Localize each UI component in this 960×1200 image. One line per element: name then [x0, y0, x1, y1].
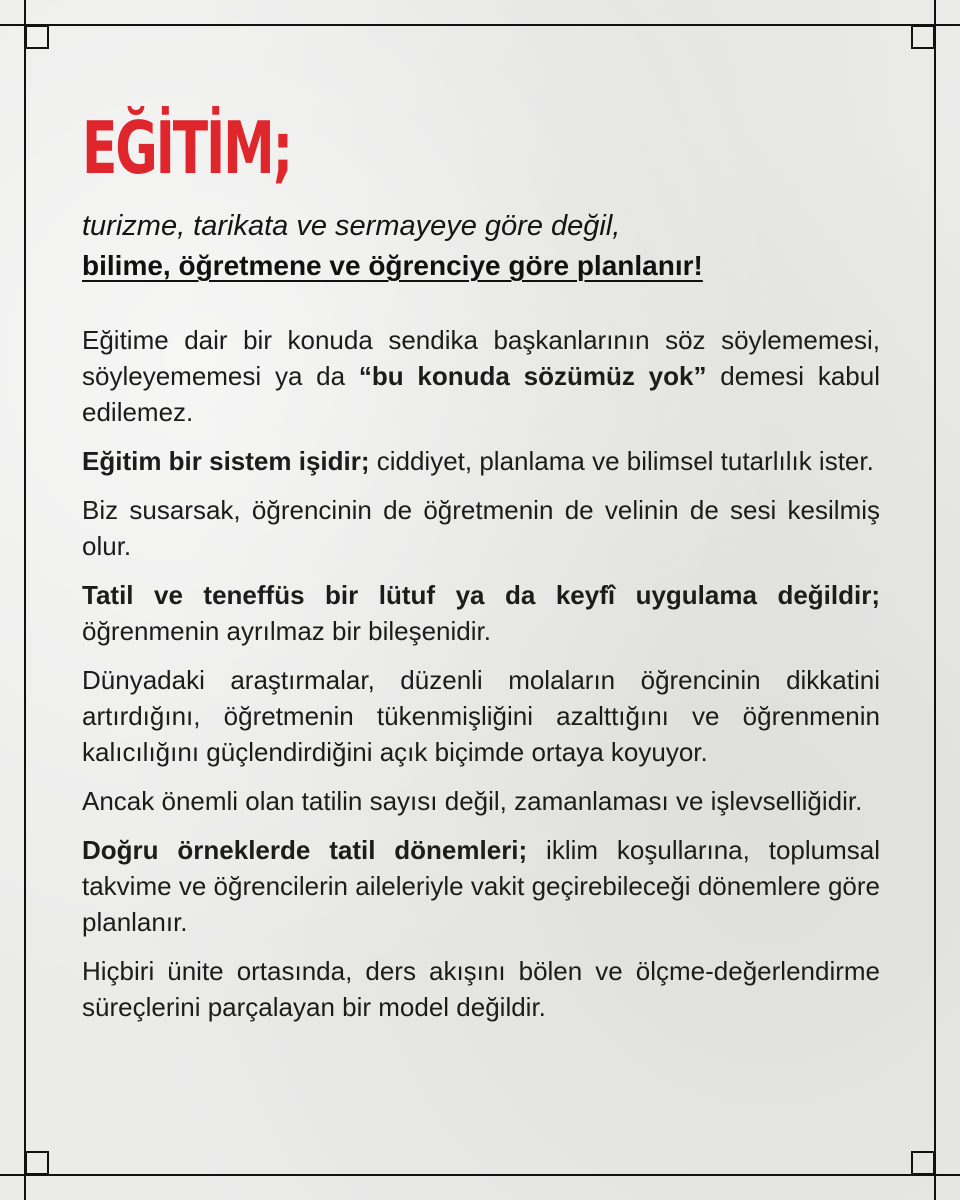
paragraph — [82, 322, 880, 430]
paragraph — [82, 662, 880, 770]
paragraph-bold-text: Eğitim bir sistem işidir; — [82, 446, 370, 476]
content-area — [82, 106, 881, 1038]
page-title: EĞİTİM; — [82, 106, 292, 190]
paragraph-text: Ancak önemli olan tatilin sayısı değil, zamanlaması ve işlevselliğidir. — [82, 786, 863, 816]
paragraph-bold-text: Tatil ve teneffüs bir lütuf ya da keyfî uygulama değildir; — [82, 580, 880, 610]
corner-top-left — [25, 25, 49, 49]
corner-bottom-right — [911, 1151, 935, 1175]
corner-bottom-left — [25, 1151, 49, 1175]
paragraph-bold-text: “bu konuda sözümüz yok” — [358, 361, 707, 391]
paragraph-text: demesi kabul edilemez. — [82, 361, 880, 427]
paragraph — [82, 953, 880, 1025]
paragraph-text: Hiçbiri ünite ortasında, ders akışını bölen ve ölçme-değerlendirme süreçlerini parçalayan bir model değildir. — [82, 956, 880, 1022]
corner-top-right — [911, 25, 935, 49]
frame-left-line — [24, 0, 26, 1200]
frame-bottom-line — [0, 1174, 960, 1176]
paragraph — [82, 783, 880, 819]
subtitle-emphasis: bilime, öğretmene ve öğrenciye göre planlanır! — [82, 250, 703, 281]
body-paragraphs — [82, 322, 880, 1025]
paragraph — [82, 577, 880, 649]
paragraph-text: öğrenmenin ayrılmaz bir bileşenidir. — [82, 616, 491, 646]
paragraph — [82, 443, 880, 479]
frame-top-line — [0, 24, 960, 26]
paragraph-bold-text: Doğru örneklerde tatil dönemleri; — [82, 835, 528, 865]
subtitle: turizme, tarikata ve sermayeye göre değil, — [82, 210, 621, 242]
paragraph-text: iklim koşullarına, toplumsal takvime ve öğrencilerin aileleriyle vakit geçirebileceği dönemlere göre planlanır. — [82, 835, 881, 937]
paragraph-text: ciddiyet, planlama ve bilimsel tutarlılık ister. — [369, 446, 874, 476]
paragraph — [82, 492, 880, 564]
frame-right-line — [934, 0, 936, 1200]
paragraph-text: Biz susarsak, öğrencinin de öğretmenin de velinin de sesi kesilmiş olur. — [82, 495, 880, 561]
paragraph-text: Eğitime dair bir konuda sendika başkanlarının söz söylememesi, söyleyememesi ya da — [82, 325, 880, 391]
paragraph — [82, 832, 880, 940]
paragraph-text: Dünyadaki araştırmalar, düzenli molaların öğrencinin dikkatini artırdığını, öğretmenin tükenmişliğini azalttığını ve öğrenmenin kalıcılığını güçlendirdiğini açık biçimde ortaya koyuyor. — [82, 665, 880, 767]
